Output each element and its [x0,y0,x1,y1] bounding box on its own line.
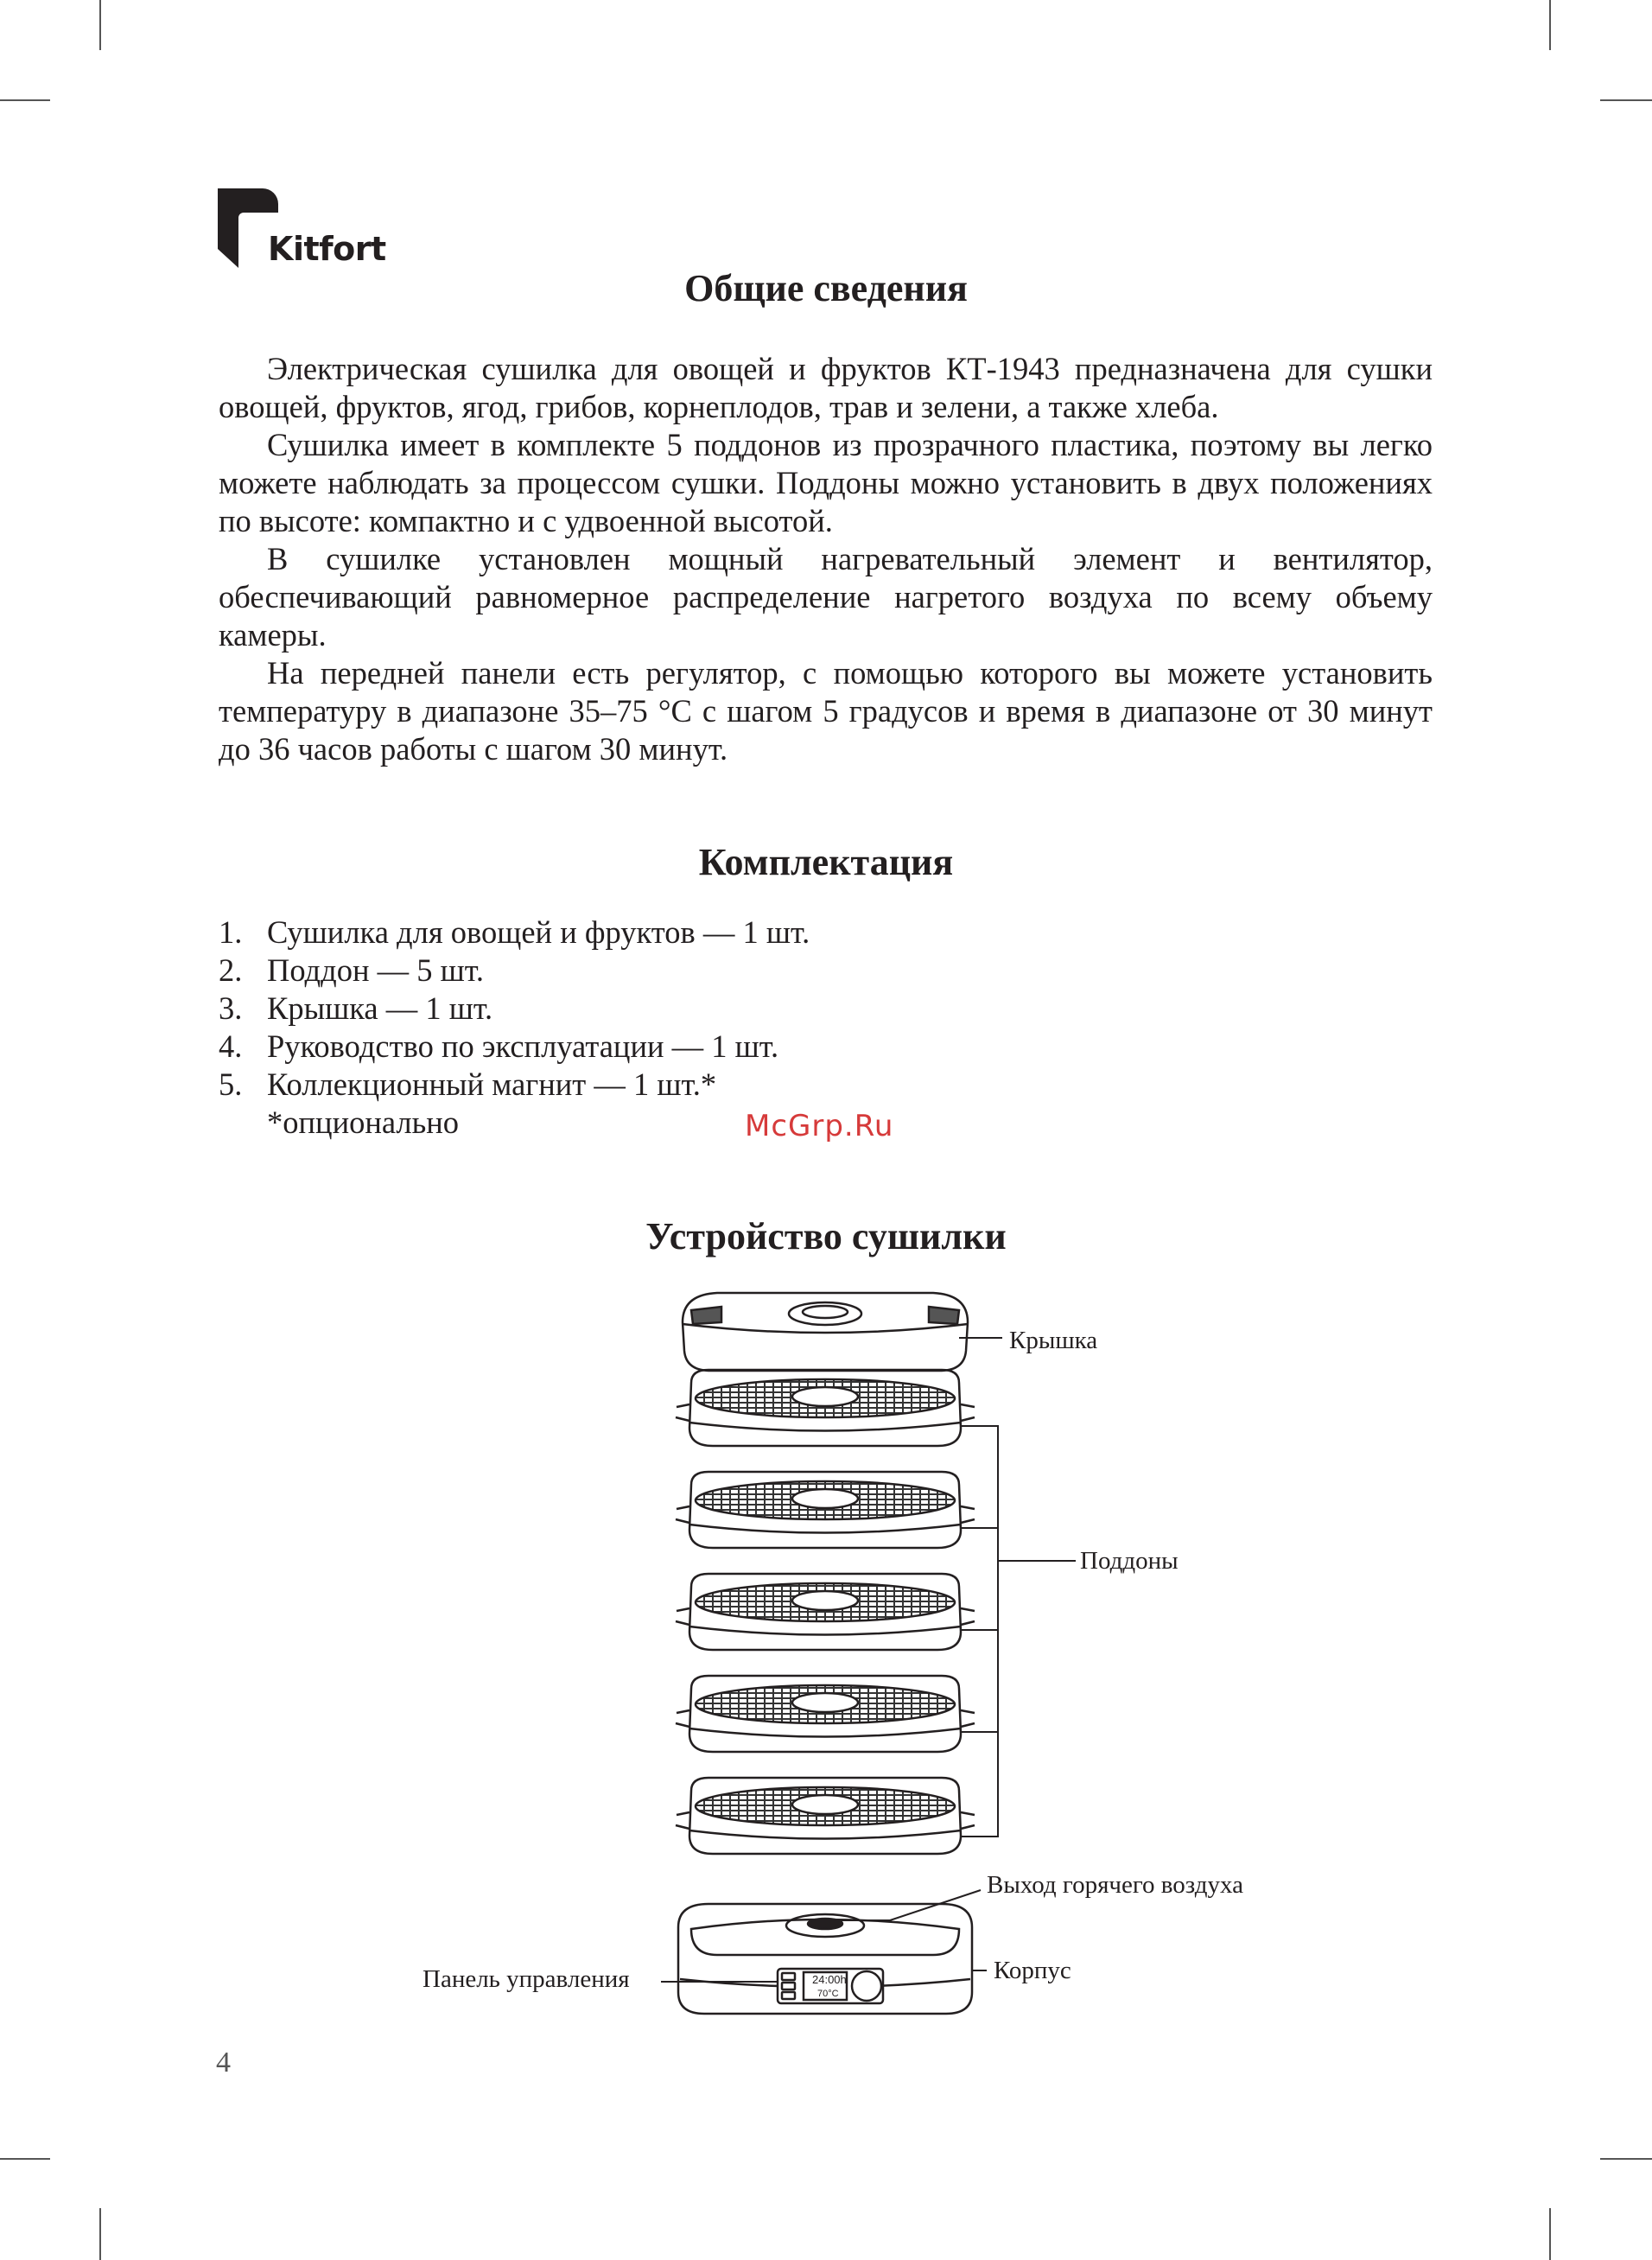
item-number: 5. [219,1066,243,1102]
item-text: Коллекционный магнит — 1 шт.* [267,1066,717,1102]
label-trays: Поддоны [1080,1547,1179,1575]
paragraph: В сушилке установлен мощный нагревательный элемент и вентилятор, обеспечивающий равномерное распределение нагретого воздуха по всему объему камеры. [219,541,1433,653]
item-number: 2. [219,952,243,988]
section-title-general: Общие сведения [684,267,968,309]
label-hot-air: Выход горячего воздуха [987,1871,1243,1899]
tray [676,1676,975,1752]
item-text: Поддон — 5 шт. [267,952,485,988]
watermark: McGrp.Ru [745,1109,894,1143]
label-lid: Крышка [1009,1327,1098,1354]
display-temp: 70°C [817,1989,839,1999]
display-time: 24:00h [812,1973,847,1986]
lid [683,1293,968,1371]
tray [676,1778,975,1854]
item-number: 1. [219,914,243,950]
label-body: Корпус [994,1957,1071,1984]
item-text: Руководство по эксплуатации — 1 шт. [267,1028,779,1064]
section-title-device: Устройство сушилки [645,1215,1007,1257]
item-text: Сушилка для овощей и фруктов — 1 шт. [267,914,810,950]
tray [676,1370,975,1446]
footnote: *опционально [267,1105,460,1140]
label-control-panel: Панель управления [423,1965,630,1993]
item-text: Крышка — 1 шт. [267,990,493,1026]
paragraph: Сушилка имеет в комплекте 5 поддонов из прозрачного пластика, поэтому вы легко можете наблюдать за процессом сушки. Поддоны можно установить в двух положениях по высоте: компактно и с удвоенной высотой. [219,427,1433,538]
paragraph: Электрическая сушилка для овощей и фруктов КТ-1943 предназначена для сушки овощей, фруктов, ягод, грибов, корнеплодов, трав и зелени, а также хлеба. [219,351,1433,424]
item-number: 3. [219,990,243,1026]
item-number: 4. [219,1028,243,1064]
paragraph: На передней панели есть регулятор, с помощью которого вы можете установить температуру в диапазоне 35–75 °C с шагом 5 градусов и время в диапазоне от 30 минут до 36 часов работы с шагом 30 минут. [219,655,1433,767]
page-number: 4 [216,2047,231,2079]
section-title-kit: Комплектация [698,841,954,883]
brand-name: Kitfort [268,230,386,268]
tray [676,1574,975,1650]
tray [676,1472,975,1548]
